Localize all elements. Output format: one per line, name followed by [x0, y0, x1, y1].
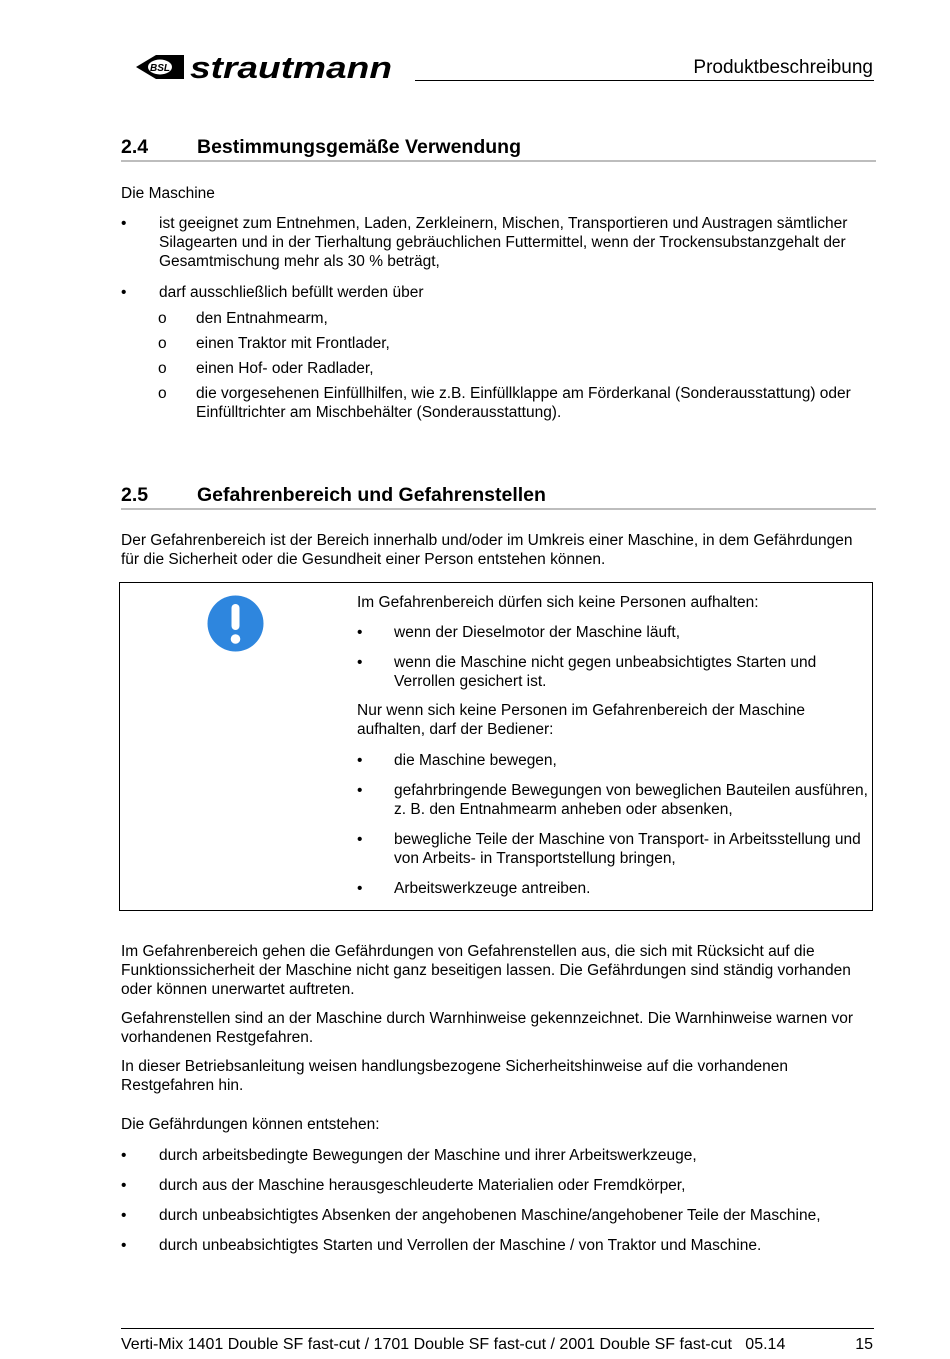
page-number: 15: [855, 1336, 873, 1353]
header-rule: [415, 80, 874, 81]
exclamation-circle-icon: [207, 595, 264, 652]
sub-bullet-mark: o: [158, 335, 167, 352]
bullet-mark: •: [121, 215, 127, 232]
section-rule: [121, 160, 876, 162]
section-title: Bestimmungsgemäße Verwendung: [197, 136, 521, 158]
bullet-mark: •: [121, 1147, 127, 1164]
intro-text: Der Gefahrenbereich ist der Bereich innerhalb und/oder im Umkreis einer Maschine, in dem Gefährdungen für die Sicherheit oder die Gesundheit einer Person entstehen können.: [121, 532, 853, 568]
intro-text: Die Maschine: [121, 185, 215, 202]
warning-list-item-text: Arbeitswerkzeuge antreiben.: [394, 880, 591, 897]
warning-list-item-text: wenn der Dieselmotor der Maschine läuft,: [394, 624, 681, 641]
bullet-mark: •: [357, 880, 363, 897]
header-title: Produktbeschreibung: [693, 57, 873, 78]
body-paragraph: Im Gefahrenbereich gehen die Gefährdungen von Gefahrenstellen aus, die sich mit Rücksicht auf die Funktionssicherheit der Maschine nicht ganz beseitigen lassen. Die Gefährdungen sind ständig vorhanden oder können unerwartet auftreten.: [121, 943, 851, 998]
logo-wordmark: strautmann: [190, 50, 392, 84]
sub-list-item-text: einen Hof- oder Radlader,: [196, 360, 374, 377]
sub-bullet-mark: o: [158, 360, 167, 377]
bullet-mark: •: [121, 1207, 127, 1224]
list-item-text: darf ausschließlich befüllt werden über: [159, 284, 424, 301]
list-item-text: ist geeignet zum Entnehmen, Laden, Zerkleinern, Mischen, Transportieren und Austragen sämtlicher Silagearten und in der Tierhaltung gebräuchlichen Futtermittel, wenn der Trockensubstanzgehalt der Gesamtmischung mehr als 30 % beträgt,: [159, 215, 848, 270]
sub-list-item-text: einen Traktor mit Frontlader,: [196, 335, 390, 352]
section-2-4-heading: [121, 135, 876, 159]
bullet-mark: •: [357, 752, 363, 769]
section-number: 2.4: [121, 136, 149, 158]
footer-rule: [121, 1328, 874, 1329]
bullet-mark: •: [357, 654, 363, 671]
body-paragraph: In dieser Betriebsanleitung weisen handlungsbezogene Sicherheitshinweise auf die vorhandenen Restgefahren hin.: [121, 1058, 788, 1094]
list-item-text: durch arbeitsbedingte Bewegungen der Maschine und ihrer Arbeitswerkzeuge,: [159, 1147, 697, 1164]
warning-list-item-text: die Maschine bewegen,: [394, 752, 557, 769]
warning-list-item-text: bewegliche Teile der Maschine von Transport- in Arbeitsstellung und von Arbeits- in Transportstellung bringen,: [394, 831, 861, 867]
bullet-mark: •: [357, 831, 363, 848]
warning-list-item-text: gefahrbringende Bewegungen von beweglichen Bauteilen ausführen, z. B. den Entnahmearm anheben oder absenken,: [394, 782, 868, 818]
section-title: Gefahrenbereich und Gefahrenstellen: [197, 484, 546, 506]
sub-list-item-text: den Entnahmearm,: [196, 310, 328, 327]
sub-bullet-mark: o: [158, 385, 167, 402]
footer-product-text: Verti-Mix 1401 Double SF fast-cut / 1701 Double SF fast-cut / 2001 Double SF fast-cut 05.14: [121, 1336, 786, 1353]
bullet-mark: •: [121, 284, 127, 301]
warning-middle-text: Nur wenn sich keine Personen im Gefahrenbereich der Maschine aufhalten, darf der Bediener:: [357, 702, 806, 738]
bullet-mark: •: [121, 1177, 127, 1194]
warning-heading: Im Gefahrenbereich dürfen sich keine Personen aufhalten:: [357, 594, 759, 611]
list-item-text: durch unbeabsichtigtes Starten und Verrollen der Maschine / von Traktor und Maschine.: [159, 1237, 762, 1254]
warning-list-item-text: wenn die Maschine nicht gegen unbeabsichtigtes Starten und Verrollen gesichert ist.: [394, 654, 817, 690]
bsl-badge-text: BSL: [150, 63, 170, 74]
list-item-text: durch aus der Maschine herausgeschleuderte Materialien oder Fremdkörper,: [159, 1177, 686, 1194]
body-paragraph: Gefahrenstellen sind an der Maschine durch Warnhinweise gekennzeichnet. Die Warnhinweise warnen vor vorhandenen Restgefahren.: [121, 1010, 854, 1046]
section-rule: [121, 508, 876, 510]
bsl-badge: [136, 55, 184, 79]
bullet-mark: •: [357, 624, 363, 641]
bullet-mark: •: [357, 782, 363, 799]
strautmann-logo: [134, 50, 396, 84]
sub-bullet-mark: o: [158, 310, 167, 327]
bullet-mark: •: [121, 1237, 127, 1254]
section-2-5-heading: [121, 483, 876, 507]
sub-list-item-text: die vorgesehenen Einfüllhilfen, wie z.B. Einfüllklappe am Förderkanal (Sonderausstattung) oder Einfülltrichter am Mischbehälter (Sonderausstattung).: [196, 385, 851, 421]
body-paragraph: Die Gefährdungen können entstehen:: [121, 1116, 380, 1133]
section-number: 2.5: [121, 484, 149, 506]
list-item-text: durch unbeabsichtigtes Absenken der angehobenen Maschine/angehobener Teile der Maschine,: [159, 1207, 821, 1224]
